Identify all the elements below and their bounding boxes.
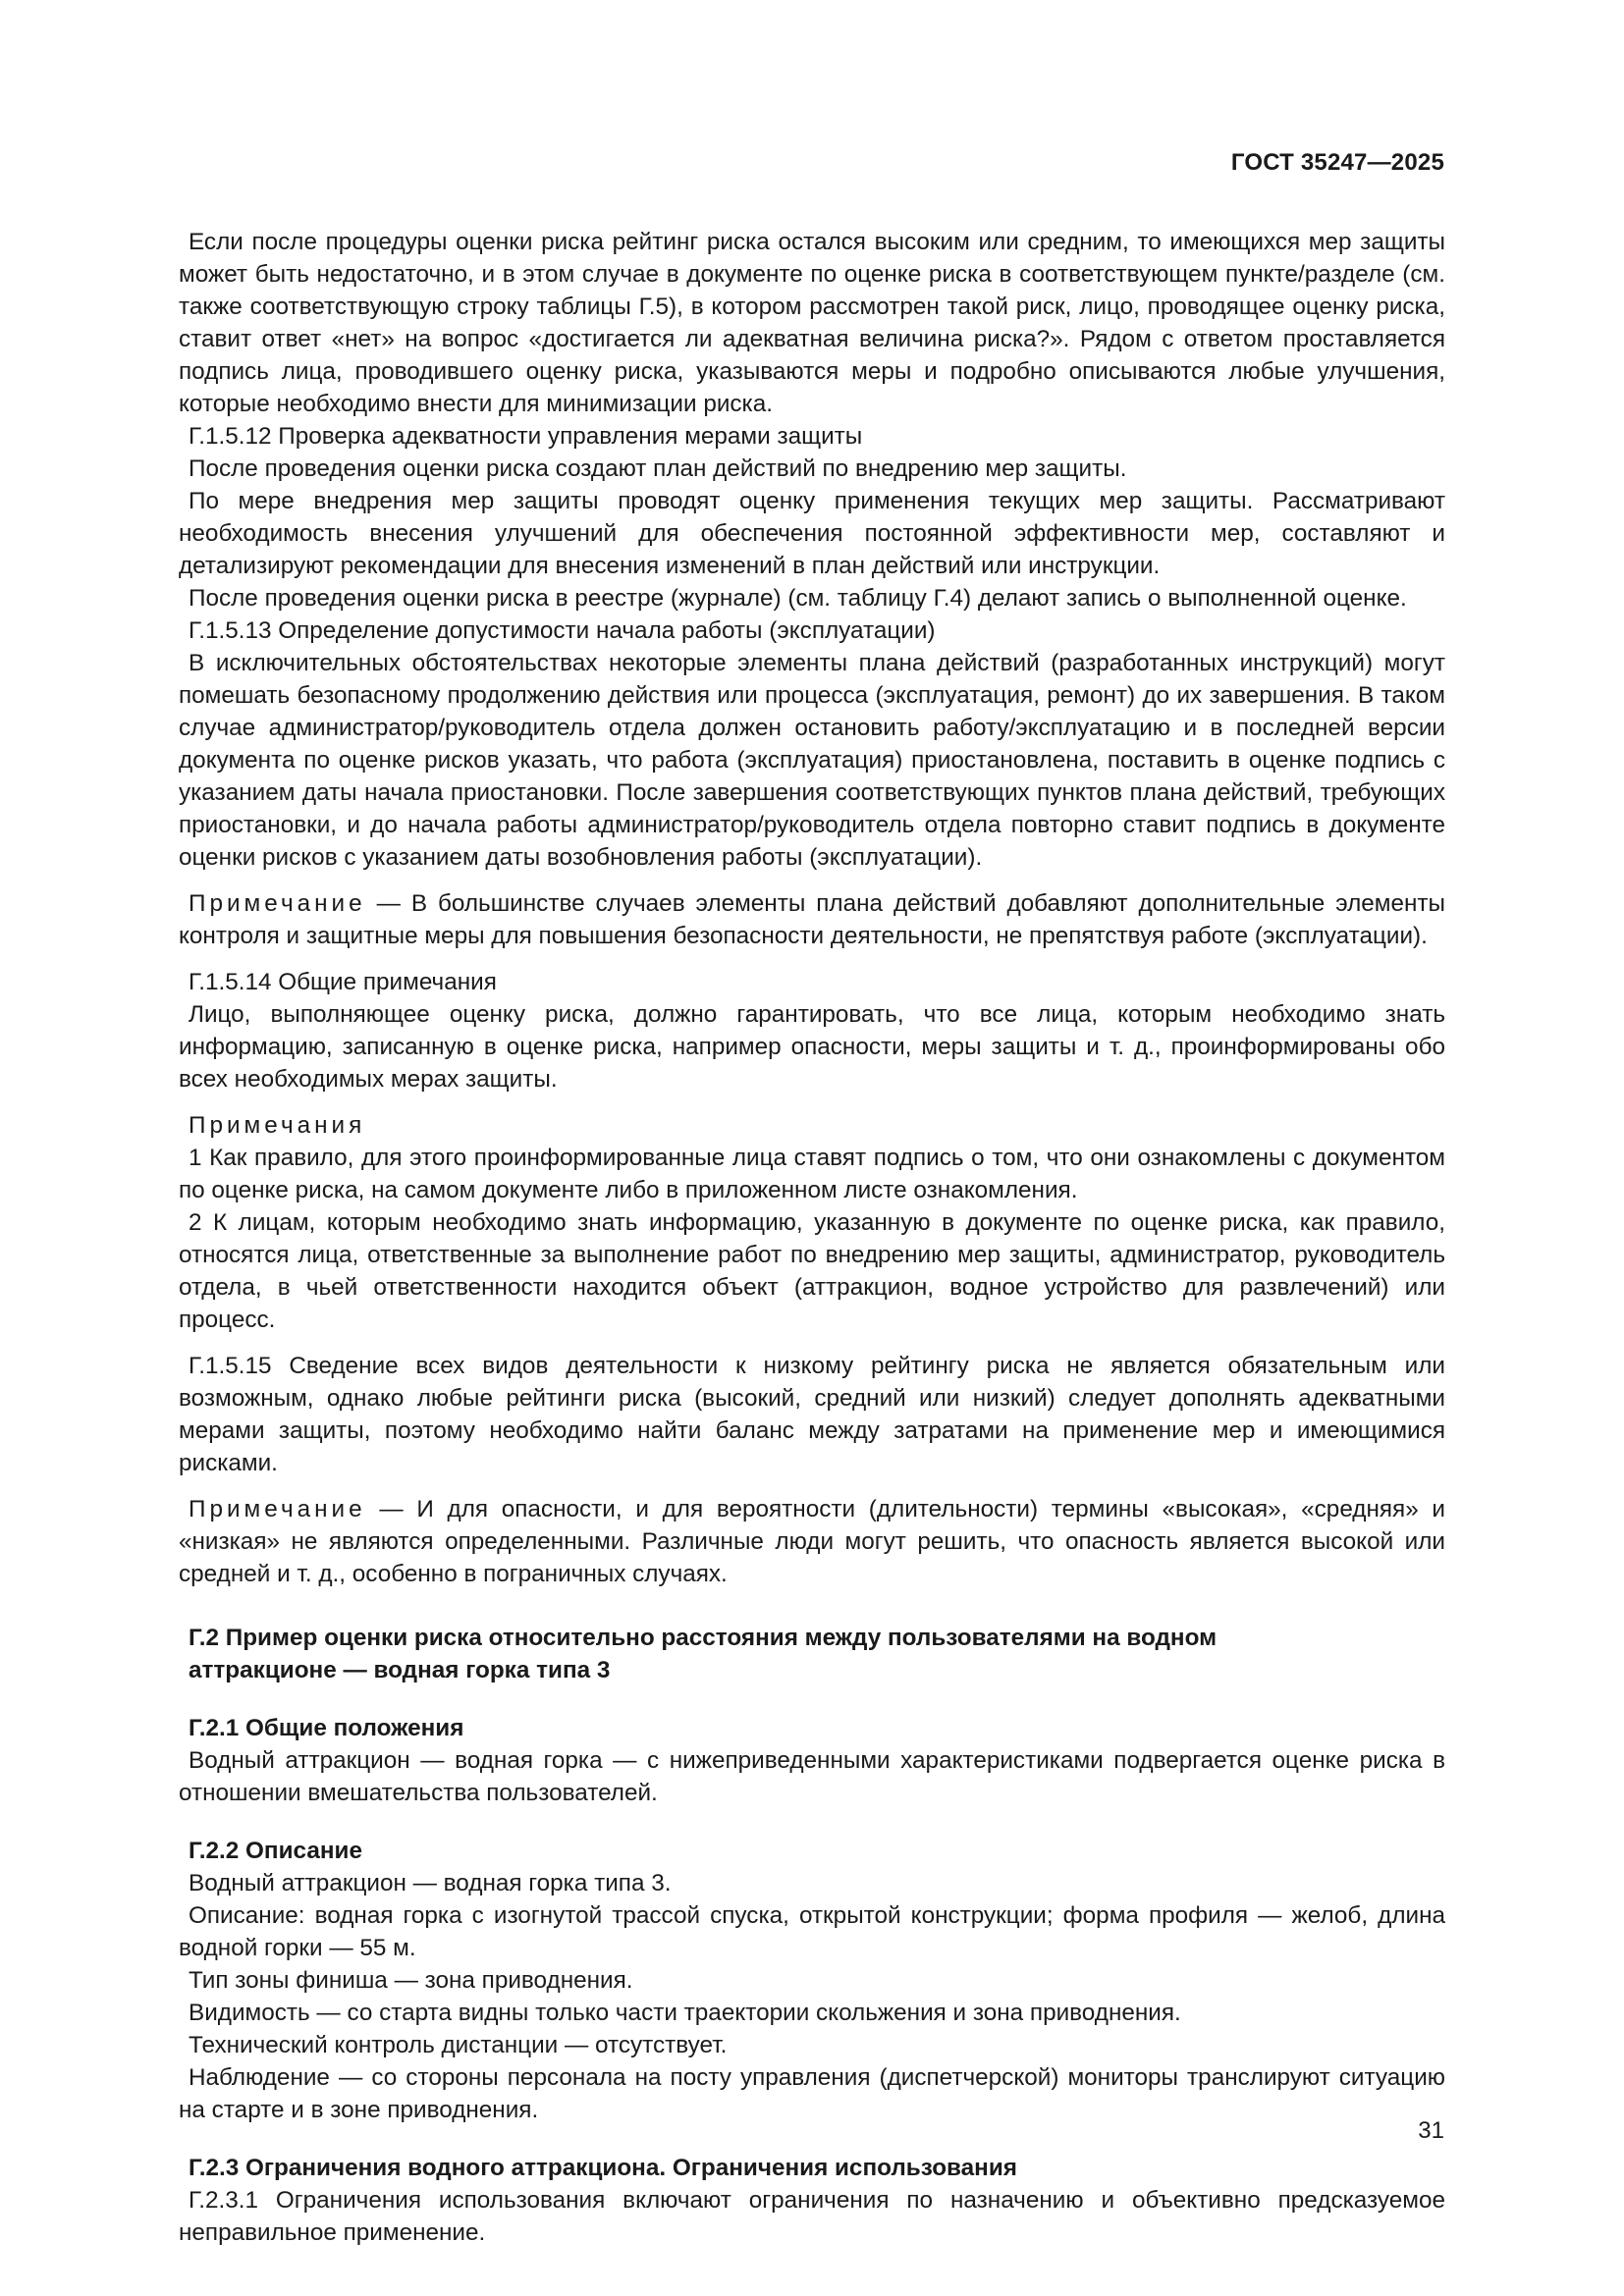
paragraph: Видимость — со старта видны только части траектории скольжения и зона приводнения. <box>189 2000 1181 2026</box>
document-code: ГОСТ 35247—2025 <box>1230 149 1444 176</box>
paragraph: Г.2.3.1 Ограничения использования включают ограничения по назначению и объективно предсказуемое неправильное применение. <box>179 2187 1445 2246</box>
notes-label: Примечания <box>189 1112 366 1139</box>
paragraph: В исключительных обстоятельствах некоторые элементы плана действий (разработанных инструкций) могут помешать безопасному продолжению действия или процесса (эксплуатация, ремонт) до их завершения. В таком случае администратор/руководитель отдела должен остановить работу/эксплуатацию и в последней версии документа по оценке рисков указать, что работа (эксплуатация) приостановлена, поставить в оценке подпись с указанием даты начала приостановки. После завершения соответствующих пунктов плана действий, требующих приостановки, и до начала работы администратор/руководитель отдела повторно ставит подпись в документе оценки рисков с указанием даты возобновления работы (эксплуатации). <box>179 650 1445 871</box>
paragraph: Лицо, выполняющее оценку риска, должно гарантировать, что все лица, которым необходимо знать информацию, записанную в оценке риска, например опасности, меры защиты и т. д., проинформированы обо всех необходимых мерах защиты. <box>179 1001 1445 1093</box>
note-label: Примечание <box>189 890 366 917</box>
paragraph: Тип зоны финиша — зона приводнения. <box>189 1967 633 1994</box>
paragraph: После проведения оценки риска в реестре (журнале) (см. таблицу Г.4) делают запись о выполненной оценке. <box>189 585 1407 612</box>
note-text: — И для опасности, и для вероятности (длительности) термины «высокая», «средняя» и «низкая» не являются определенными. Различные люди могут решить, что опасность является высокой или средней и т. д., особенно в пограничных случаях. <box>179 1496 1445 1587</box>
note-text: — В большинстве случаев элементы плана действий добавляют дополнительные элементы контроля и защитные меры для повышения безопасности деятельности, не препятствуя работе (эксплуатации). <box>179 890 1445 949</box>
note-item: 2 К лицам, которым необходимо знать информацию, указанную в документе по оценке риска, как правило, относятся лица, ответственные за выполнение работ по внедрению мер защиты, администратор, руководитель отдела, в чьей ответственности находится объект (аттракцион, водное устройство для развлечений) или процесс. <box>179 1209 1445 1333</box>
section-title-g1-5-13: Г.1.5.13 Определение допустимости начала работы (эксплуатации) <box>189 617 936 644</box>
paragraph: Водный аттракцион — водная горка — с нижеприведенными характеристиками подвергается оценке риска в отношении вмешательства пользователей. <box>179 1747 1445 1806</box>
paragraph: Наблюдение — со стороны персонала на посту управления (диспетчерской) мониторы транслируют ситуацию на старте и в зоне приводнения. <box>179 2064 1445 2123</box>
section-heading-g2 <box>179 1622 1445 1686</box>
note-label: Примечание <box>189 1496 366 1522</box>
paragraph: Если после процедуры оценки риска рейтинг риска остался высоким или средним, то имеющихся мер защиты может быть недостаточно, и в этом случае в документе по оценке риска в соответствующем пункте/разделе (см. также соответствующую строку таблицы Г.5), в котором рассмотрен такой риск, лицо, проводящее оценку риска, ставит ответ «нет» на вопрос «достигается ли адекватная величина риска?». Рядом с ответом проставляется подпись лица, проводившего оценку риска, указываются меры и подробно описываются любые улучшения, которые необходимо внести для минимизации риска. <box>179 229 1445 417</box>
paragraph: По мере внедрения мер защиты проводят оценку применения текущих мер защиты. Рассматривают необходимость внесения улучшений для обеспечения постоянной эффективности мер, составляют и детализируют рекомендации для внесения изменений в план действий или инструкции. <box>179 488 1445 579</box>
section-title-g1-5-12: Г.1.5.12 Проверка адекватности управления мерами защиты <box>189 423 863 450</box>
paragraph: Технический контроль дистанции — отсутствует. <box>189 2032 728 2058</box>
section-title-g2-2: Г.2.2 Описание <box>189 1838 362 1864</box>
paragraph: После проведения оценки риска создают план действий по внедрению мер защиты. <box>189 455 1127 482</box>
note <box>179 887 1445 952</box>
page-body <box>179 226 1445 2249</box>
paragraph: Описание: водная горка с изогнутой трассой спуска, открытой конструкции; форма профиля — желоб, длина водной горки — 55 м. <box>179 1902 1445 1961</box>
paragraph: Водный аттракцион — водная горка типа 3. <box>189 1870 672 1896</box>
note-item: 1 Как правило, для этого проинформированные лица ставят подпись о том, что они ознакомлены с документом по оценке риска, на самом документе либо в приложенном листе ознакомления. <box>179 1145 1445 1203</box>
note <box>179 1493 1445 1590</box>
section-title-g2-1: Г.2.1 Общие положения <box>189 1715 464 1741</box>
page-number: 31 <box>1418 2117 1444 2144</box>
section-title-g2-3: Г.2.3 Ограничения водного аттракциона. Ограничения использования <box>189 2155 1017 2181</box>
heading-line: аттракционе — водная горка типа 3 <box>189 1657 611 1683</box>
section-title-g1-5-14: Г.1.5.14 Общие примечания <box>189 969 497 995</box>
heading-line: Г.2 Пример оценки риска относительно расстояния между пользователями на водном <box>189 1625 1218 1651</box>
paragraph-g1-5-15: Г.1.5.15 Сведение всех видов деятельности к низкому рейтингу риска не является обязательным или возможным, однако любые рейтинги риска (высокий, средний или низкий) следует дополнять адекватными мерами защиты, поэтому необходимо найти баланс между затратами на применение мер и имеющимися рисками. <box>179 1353 1445 1476</box>
